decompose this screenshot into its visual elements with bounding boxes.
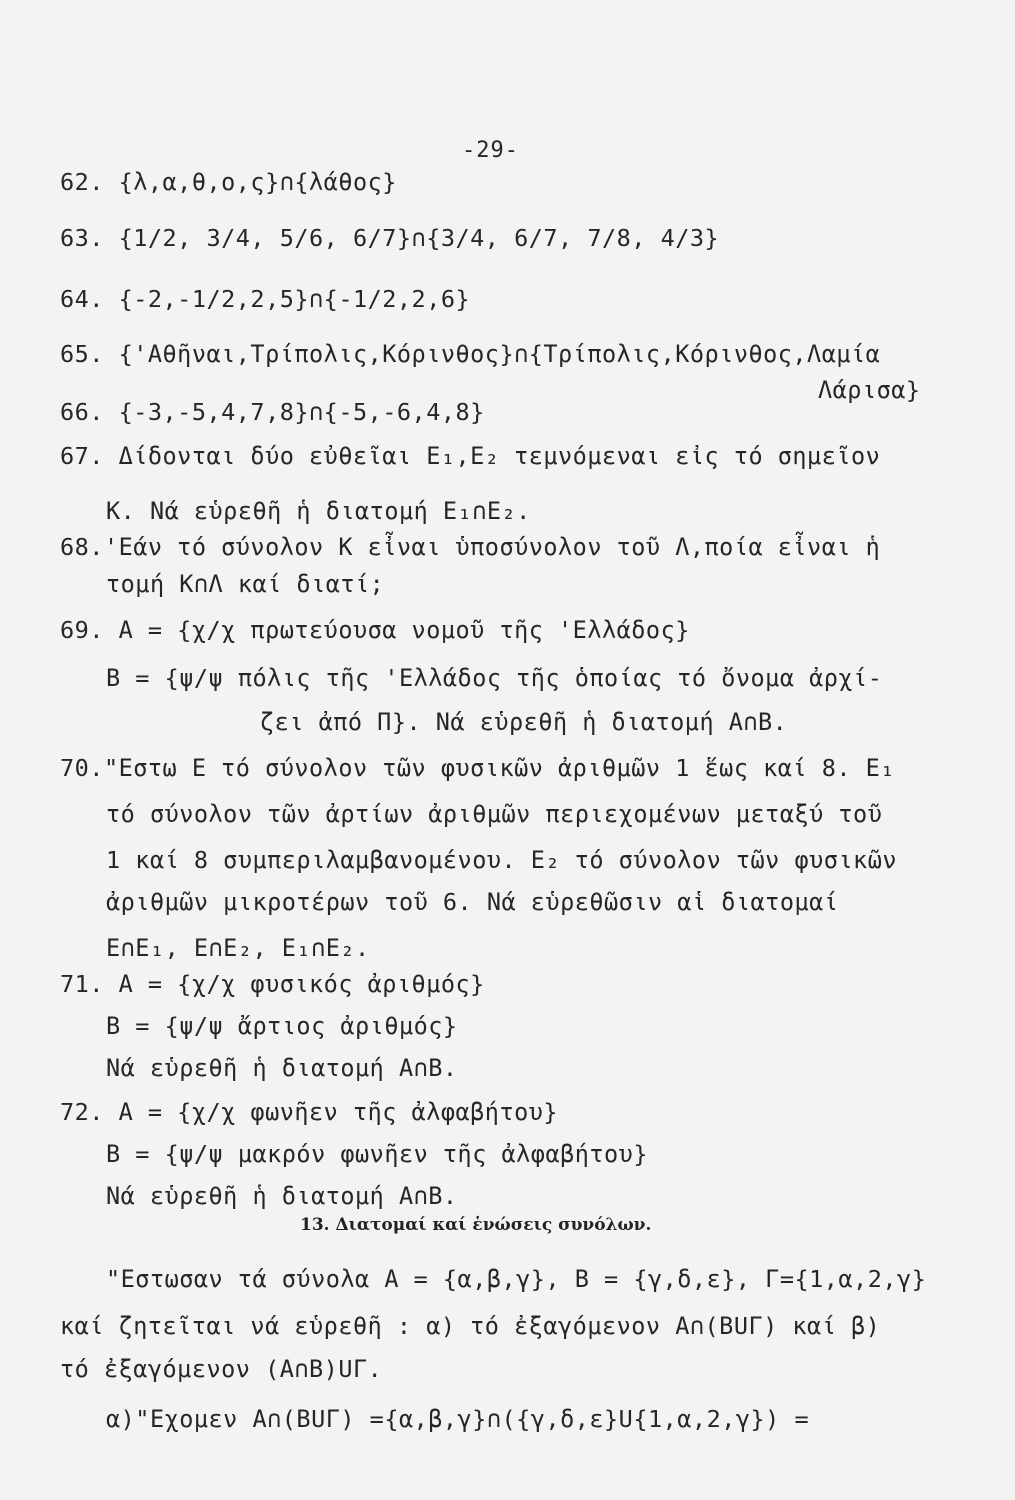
exercise-70-line-2: τό σύνολον τῶν ἀρτίων ἀριθμῶν περιεχομένων μεταξύ τοῦ: [106, 800, 883, 828]
exercise-72-question: Νά εὑρεθῆ ἡ διατομή Α∩Β.: [106, 1182, 458, 1210]
exercise-70-line-5: Ε∩Ε₁, Ε∩Ε₂, Ε₁∩Ε₂.: [106, 934, 370, 962]
paragraph-line-1: "Εστωσαν τά σύνολα Α = {α,β,γ}, Β = {γ,δ,ε}, Γ={1,α,2,γ}: [106, 1265, 927, 1293]
exercise-66: 66. {-3,-5,4,7,8}∩{-5,-6,4,8}: [60, 398, 485, 426]
page-number: -29-: [462, 138, 519, 163]
exercise-65-continuation: Λάρισα}: [818, 376, 921, 404]
exercise-69: 69. Α = {χ/χ πρωτεύουσα νομοῦ τῆς 'Ελλάδος}: [60, 616, 690, 644]
exercise-69-set-b: Β = {ψ/ψ πόλις τῆς 'Ελλάδος τῆς ὁποίας τό ὄνομα ἀρχί-: [106, 664, 883, 692]
exercise-69-continuation: ζει ἀπό Π}. Νά εὑρεθῆ ἡ διατομή Α∩Β.: [260, 708, 788, 736]
exercise-68: 68.'Εάν τό σύνολον Κ εἶναι ὑποσύνολον τοῦ Λ,ποία εἶναι ἡ: [60, 533, 881, 561]
paragraph-line-2: καί ζητεῖται νά εὑρεθῆ : α) τό ἐξαγόμενον Α∩(ΒUΓ) καί β): [60, 1312, 881, 1340]
exercise-72-set-b: Β = {ψ/ψ μακρόν φωνῆεν τῆς ἀλφαβήτου}: [106, 1140, 648, 1168]
section-heading: 13. Διατομαί καί ἑνώσεις συνόλων.: [300, 1215, 652, 1235]
exercise-65: 65. {'Αθῆναι,Τρίπολις,Κόρινθος}∩{Τρίπολις,Κόρινθος,Λαμία: [60, 340, 881, 368]
exercise-71: 71. Α = {χ/χ φυσικός ἀριθμός}: [60, 970, 485, 998]
exercise-71-question: Νά εὑρεθῆ ἡ διατομή Α∩Β.: [106, 1054, 458, 1082]
paragraph-line-4: α)"Εχομεν Α∩(ΒUΓ) ={α,β,γ}∩({γ,δ,ε}U{1,α,2,γ}) =: [106, 1405, 810, 1433]
exercise-70: 70."Εστω Ε τό σύνολον τῶν φυσικῶν ἀριθμῶν 1 ἕως καί 8. Ε₁: [60, 754, 895, 782]
exercise-62: 62. {λ,α,θ,ο,ς}∩{λάθος}: [60, 168, 397, 196]
exercise-67-continuation: Κ. Νά εὑρεθῆ ἡ διατομή Ε₁∩Ε₂.: [106, 497, 531, 525]
paragraph-line-3: τό ἐξαγόμενον (Α∩Β)UΓ.: [60, 1355, 383, 1383]
exercise-68-continuation: τομή Κ∩Λ καί διατί;: [106, 570, 385, 598]
exercise-71-set-b: Β = {ψ/ψ ἄρτιος ἀριθμός}: [106, 1012, 458, 1040]
exercise-67: 67. Δίδονται δύο εὐθεῖαι Ε₁,Ε₂ τεμνόμεναι εἰς τό σημεῖον: [60, 442, 881, 470]
exercise-72: 72. Α = {χ/χ φωνῆεν τῆς ἀλφαβήτου}: [60, 1098, 559, 1126]
exercise-70-line-4: ἀριθμῶν μικροτέρων τοῦ 6. Νά εὑρεθῶσιν αἱ διατομαί: [106, 888, 839, 916]
exercise-70-line-3: 1 καί 8 συμπεριλαμβανομένου. Ε₂ τό σύνολον τῶν φυσικῶν: [106, 846, 898, 874]
exercise-63: 63. {1/2, 3/4, 5/6, 6/7}∩{3/4, 6/7, 7/8, 4/3}: [60, 224, 720, 252]
exercise-64: 64. {-2,-1/2,2,5}∩{-1/2,2,6}: [60, 285, 471, 313]
